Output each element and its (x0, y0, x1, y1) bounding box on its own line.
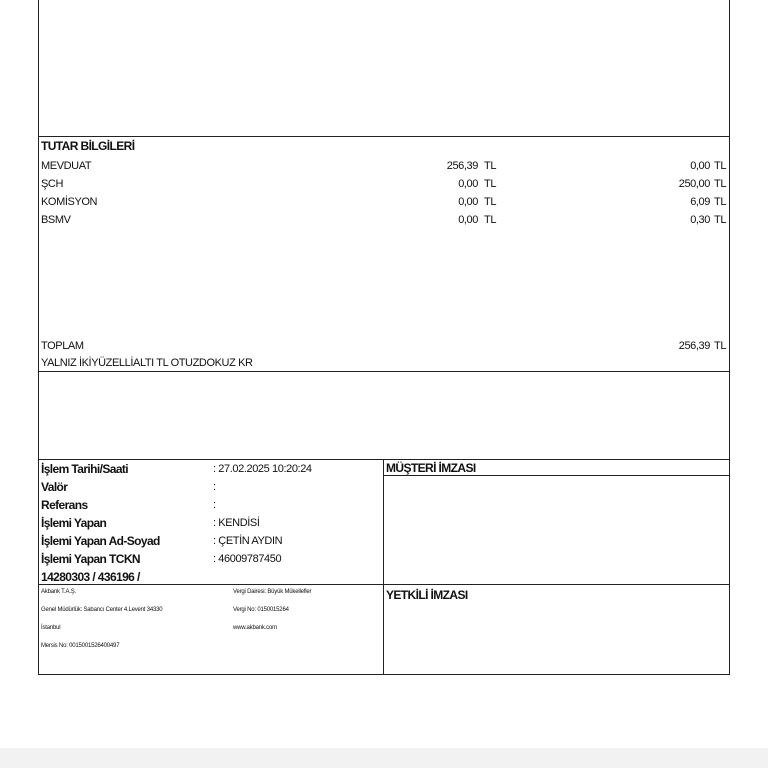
amount-row-col2-currency: TL (714, 160, 727, 172)
amount-row-col2-value: 0,30 (690, 214, 710, 226)
amount-row-label-komisyon: KOMİSYON (41, 196, 98, 208)
amount-row-col1-currency: TL (484, 196, 497, 208)
field-value-performed-by: : KENDİSİ (213, 517, 260, 529)
total-label: TOPLAM (41, 340, 84, 352)
amount-row-col1-value: 0,00 (458, 178, 478, 190)
amount-row-col2-value: 250,00 (678, 178, 710, 190)
footer-address: Genel Müdürlük: Sabancı Center 4.Levent 34330 (41, 607, 163, 613)
field-label-transaction-datetime: İşlem Tarihi/Saati (41, 462, 129, 476)
blank-section-box (38, 371, 730, 460)
total-value: 256,39 (678, 340, 710, 352)
customer-signature-box (383, 459, 730, 585)
amount-row-col1-currency: TL (484, 160, 497, 172)
amount-row-col1-currency: TL (484, 214, 497, 226)
field-value-reference: : (213, 499, 216, 511)
amount-row-col1-value: 0,00 (458, 214, 478, 226)
field-value-performer-name: : ÇETİN AYDIN (213, 535, 283, 547)
field-label-reference: Referans (41, 498, 88, 512)
footer-city: İstanbul (41, 625, 61, 631)
footer-tax-no: Vergi No: 0150015264 (233, 607, 289, 613)
amount-row-col2-currency: TL (714, 178, 727, 190)
footer-mersis: Mersis No: 0015001526400497 (41, 643, 120, 649)
total-in-words: YALNIZ İKİYÜZELLİALTI TL OTUZDOKUZ KR (41, 357, 253, 369)
amount-row-label-sch: ŞCH (41, 178, 64, 190)
customer-signature-divider (383, 475, 730, 476)
amount-row-col2-currency: TL (714, 214, 727, 226)
amount-row-label-mevduat: MEVDUAT (41, 160, 92, 172)
amount-info-box (38, 136, 730, 372)
page-bottom-band (0, 748, 768, 768)
customer-signature-label: MÜŞTERİ İMZASI (386, 461, 476, 475)
amount-info-title: TUTAR BİLGİLERİ (41, 139, 135, 153)
amount-row-col1-currency: TL (484, 178, 497, 190)
transaction-code: 14280303 / 436196 / (41, 570, 140, 584)
total-currency: TL (714, 340, 727, 352)
footer-website: www.akbank.com (233, 625, 277, 631)
footer-company: Akbank T.A.Ş. (41, 589, 76, 595)
field-label-performed-by: İşlemi Yapan (41, 516, 107, 530)
top-section-box (38, 0, 730, 137)
amount-row-label-bsmv: BSMV (41, 214, 71, 226)
field-value-transaction-datetime: : 27.02.2025 10:20:24 (213, 463, 312, 475)
company-info-box (38, 584, 384, 675)
authorized-signature-label: YETKİLİ İMZASI (386, 588, 468, 602)
amount-row-col1-value: 0,00 (458, 196, 478, 208)
field-label-performer-tckn: İşlemi Yapan TCKN (41, 552, 140, 566)
field-label-value-date: Valör (41, 480, 68, 494)
field-value-performer-tckn: : 46009787450 (213, 553, 282, 565)
amount-row-col2-currency: TL (714, 196, 727, 208)
field-label-performer-name: İşlemi Yapan Ad-Soyad (41, 534, 160, 548)
footer-tax-office: Vergi Dairesi: Büyük Mükellefler (233, 589, 312, 595)
amount-row-col1-value: 256,39 (446, 160, 478, 172)
amount-row-col2-value: 6,09 (690, 196, 710, 208)
amount-row-col2-value: 0,00 (690, 160, 710, 172)
field-value-value-date: : (213, 481, 216, 493)
